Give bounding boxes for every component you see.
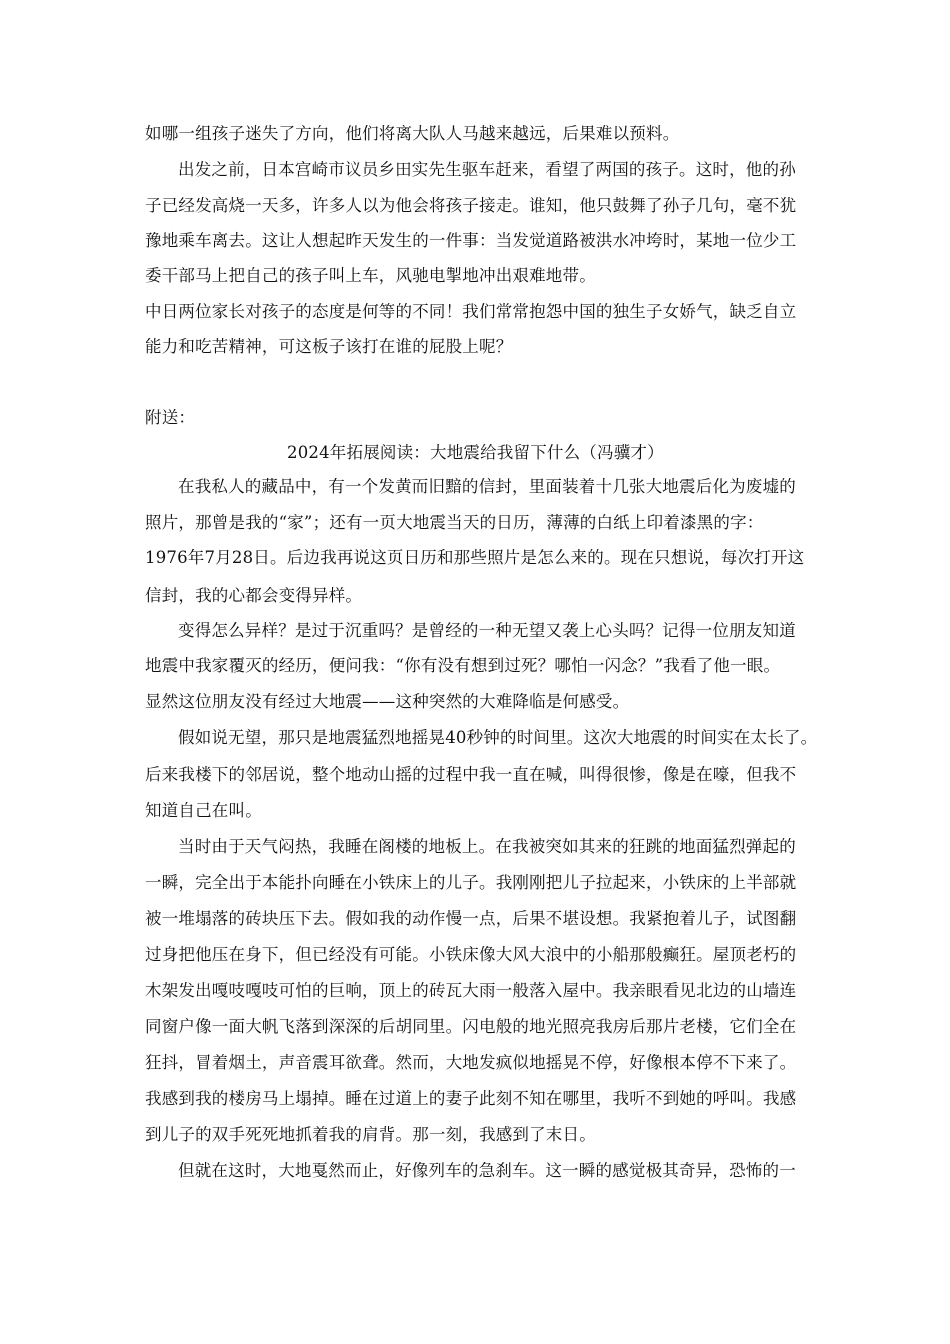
- text-line: 显然这位朋友没有经过大地震——这种突然的大难降临是何感受。: [145, 692, 630, 711]
- text-line: 信封，我的心都会变得异样。: [145, 586, 363, 605]
- appendix-label: 附送：: [145, 408, 196, 427]
- article-title: 2024年拓展阅读：大地震给我留下什么（冯骥才）: [287, 443, 664, 462]
- text-line: 我感到我的楼房马上塌掉。睡在过道上的妻子此刻不知在哪里，我听不到她的呼叫。我感: [145, 1089, 797, 1108]
- text-line: 被一堆塌落的砖块压下去。假如我的动作慢一点，后果不堪设想。我紧抱着儿子，试图翻: [145, 909, 797, 928]
- text-line: 在我私人的藏品中，有一个发黄而旧黯的信封，里面装着十几张大地震后化为废墟的: [178, 477, 796, 496]
- text-line: 当时由于天气闷热，我睡在阁楼的地板上。在我被突如其来的狂跳的地面猛烈弹起的: [178, 837, 796, 856]
- text-line: 能力和吃苦精神，可这板子该打在谁的屁股上呢？: [145, 337, 513, 356]
- text-line: 地震中我家覆灭的经历，便问我：“你有没有想到过死？哪怕一闪念？”我看了他一眼。: [145, 656, 781, 675]
- text-line: 出发之前，日本宫崎市议员乡田实先生驱车赶来，看望了两国的孩子。这时，他的孙: [178, 160, 796, 179]
- text-line: 狂抖，冒着烟土，声音震耳欲聋。然而，大地发疯似地摇晃不停，好像根本停不下来了。: [145, 1053, 797, 1072]
- text-line: 委干部马上把自己的孩子叫上车，风驰电掣地冲出艰难地带。: [145, 266, 596, 285]
- text-line: 但就在这时，大地戛然而止，好像列车的急刹车。这一瞬的感觉极其奇异，恐怖的一: [178, 1161, 796, 1180]
- text-line: 一瞬，完全出于本能扑向睡在小铁床上的儿子。我刚刚把儿子拉起来，小铁床的上半部就: [145, 873, 797, 892]
- text-line: 木架发出嘎吱嘎吱可怕的巨响，顶上的砖瓦大雨一般落入屋中。我亲眼看见北边的山墙连: [145, 981, 797, 1000]
- text-line: 变得怎么异样？是过于沉重吗？是曾经的一种无望又袭上心头吗？记得一位朋友知道: [178, 621, 796, 640]
- text-line: 子已经发高烧一天多，许多人以为他会将孩子接走。谁知，他只鼓舞了孙子几句，毫不犹: [145, 196, 797, 215]
- text-line: 假如说无望，那只是地震猛烈地摇晃40秒钟的时间里。这次大地震的时间实在太长了。: [178, 728, 818, 747]
- text-line: 过身把他压在身下，但已经没有可能。小铁床像大风大浪中的小船那般癫狂。屋顶老朽的: [145, 945, 797, 964]
- text-line: 豫地乘车离去。这让人想起昨天发生的一件事：当发觉道路被洪水冲垮时，某地一位少工: [145, 231, 797, 250]
- text-line: 1976年7月28日。后边我再说这页日历和那些照片是怎么来的。现在只想说，每次打开这: [145, 548, 805, 567]
- text-line: 照片，那曾是我的“家”；还有一页大地震当天的日历，薄薄的白纸上印着漆黑的字：: [145, 513, 764, 532]
- text-line: 如哪一组孩子迷失了方向，他们将离大队人马越来越远，后果难以预料。: [145, 124, 680, 143]
- text-line: 到儿子的双手死死地抓着我的肩背。那一刻，我感到了末日。: [145, 1125, 596, 1144]
- text-line: 后来我楼下的邻居说，整个地动山摇的过程中我一直在喊，叫得很惨，像是在嚎，但我不: [145, 765, 797, 784]
- text-line: 同窗户像一面大帆飞落到深深的后胡同里。闪电般的地光照亮我房后那片老楼，它们全在: [145, 1017, 797, 1036]
- text-line: 中日两位家长对孩子的态度是何等的不同！我们常常抱怨中国的独生子女娇气，缺乏自立: [145, 302, 797, 321]
- text-line: 知道自己在叫。: [145, 801, 262, 820]
